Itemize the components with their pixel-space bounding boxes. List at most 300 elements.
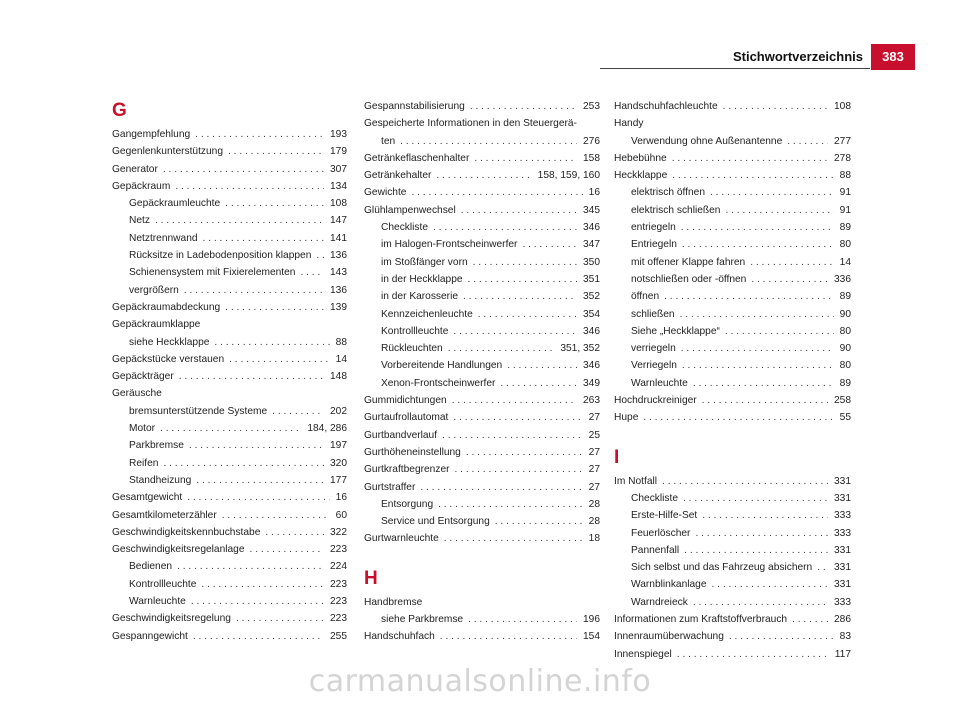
entry-page: 333 — [834, 596, 851, 608]
entry-page: 278 — [834, 152, 851, 164]
entry-page: 253 — [583, 101, 600, 112]
entry-page: 28 — [588, 498, 600, 510]
dot-leader — [225, 299, 324, 316]
entry-page: 336 — [834, 273, 851, 285]
entry-term: Getränkeflaschenhalter — [364, 152, 470, 164]
entry-page: 154 — [583, 631, 600, 643]
dot-leader — [214, 334, 329, 351]
dot-leader — [725, 323, 834, 340]
entry-page: 223 — [330, 578, 347, 590]
dot-leader — [729, 628, 834, 645]
index-entry — [364, 323, 600, 340]
dot-leader — [672, 150, 828, 167]
entry-term: Innenspiegel — [614, 648, 672, 660]
entry-page: 333 — [834, 527, 851, 539]
entry-page: 90 — [839, 343, 851, 355]
dot-leader — [702, 392, 828, 409]
dot-leader — [751, 271, 828, 288]
index-entry — [112, 437, 347, 454]
index-entry — [614, 576, 851, 593]
entry-page: 179 — [330, 146, 347, 158]
entry-page: 331 — [834, 544, 851, 556]
entry-term: ten — [381, 135, 396, 147]
index-entry — [112, 334, 347, 351]
index-entry — [112, 264, 347, 281]
index-entry — [112, 524, 347, 541]
entry-term: Parkbremse — [129, 440, 184, 452]
section-letter: G — [112, 100, 127, 121]
entry-page: 196 — [583, 614, 600, 626]
watermark: carmanualsonline.info — [308, 664, 652, 699]
index-entry — [112, 628, 347, 645]
index-entry — [112, 178, 347, 195]
dot-leader — [693, 375, 834, 392]
index-entry — [614, 184, 851, 201]
index-entry — [614, 375, 851, 392]
entry-term: in der Heckklappe — [381, 273, 463, 285]
entry-term: Gepäckraumklappe — [112, 319, 201, 331]
index-entry — [112, 472, 347, 489]
entry-page: 83 — [839, 631, 851, 643]
index-entry — [112, 161, 347, 178]
index-entry — [112, 230, 347, 247]
entry-page: 25 — [588, 429, 600, 441]
entry-term: elektrisch öffnen — [631, 187, 705, 199]
dot-leader — [693, 594, 828, 611]
dot-leader — [468, 611, 577, 628]
entry-term: Checkliste — [631, 492, 678, 504]
dot-leader — [712, 576, 828, 593]
entry-term: Netz — [129, 215, 150, 227]
dot-leader — [473, 254, 577, 271]
dot-leader — [433, 219, 577, 236]
entry-term: Geschwindigkeitskennbuchstabe — [112, 526, 261, 538]
entry-term: Sich selbst und das Fahrzeug absichern — [631, 562, 813, 574]
index-entry — [614, 507, 851, 524]
index-entry — [614, 167, 851, 184]
entry-page: 224 — [330, 561, 347, 573]
entry-page: 184, 286 — [307, 423, 347, 435]
entry-term: Warnleuchte — [129, 596, 186, 608]
dot-leader — [265, 524, 324, 541]
dot-leader — [684, 542, 828, 559]
entry-term: Handschuhfach — [364, 631, 435, 643]
dot-leader — [672, 167, 833, 184]
entry-term: Gesamtgewicht — [112, 492, 183, 504]
dot-leader — [466, 444, 583, 461]
entry-page: 80 — [839, 325, 851, 337]
entry-term: Kontrollleuchte — [381, 325, 449, 337]
index-entry — [112, 368, 347, 385]
dot-leader — [448, 340, 555, 357]
index-entry — [112, 385, 347, 402]
entry-page: 286 — [834, 614, 851, 626]
entry-term: Informationen zum Kraftstoffverbrauch — [614, 614, 788, 626]
dot-leader — [195, 126, 324, 143]
entry-page: 158, 159, 160 — [537, 170, 600, 182]
entry-page: 27 — [588, 481, 600, 493]
entry-page: 88 — [839, 170, 851, 182]
index-entry — [364, 594, 600, 611]
dot-leader — [300, 264, 324, 281]
entry-term: Standheizung — [129, 474, 192, 486]
entry-term: Gummidichtungen — [364, 395, 447, 407]
index-entry — [614, 542, 851, 559]
index-entry — [364, 357, 600, 374]
entry-page: 202 — [330, 405, 347, 417]
header-rule — [600, 68, 870, 69]
dot-leader — [468, 271, 577, 288]
entry-term: vergrößern — [129, 284, 179, 296]
entry-page: 346 — [583, 325, 600, 337]
entry-page: 331 — [834, 492, 851, 504]
dot-leader — [187, 489, 329, 506]
entry-page: 223 — [330, 544, 347, 556]
entry-page: 14 — [839, 256, 851, 268]
entry-page: 89 — [839, 222, 851, 234]
index-entry — [112, 507, 347, 524]
index-entry — [614, 219, 851, 236]
dot-leader — [201, 576, 324, 593]
index-entry — [614, 409, 851, 426]
entry-page: 14 — [335, 353, 347, 365]
index-entry — [364, 150, 600, 167]
entry-term: Geschwindigkeitsregelung — [112, 613, 231, 625]
index-entry — [364, 288, 600, 305]
index-entry — [112, 610, 347, 627]
index-entry — [112, 455, 347, 472]
entry-page: 117 — [834, 648, 851, 660]
entry-term: entriegeln — [631, 222, 676, 234]
entry-term: mit offener Klappe fahren — [631, 256, 746, 268]
entry-term: Hupe — [614, 412, 639, 424]
dot-leader — [436, 167, 531, 184]
index-entry — [364, 115, 600, 132]
index-entry — [364, 98, 600, 115]
entry-term: Geräusche — [112, 388, 162, 400]
entry-page: 91 — [839, 204, 851, 216]
entry-page: 108 — [330, 198, 347, 210]
dot-leader — [420, 479, 582, 496]
entry-page: 347 — [583, 239, 600, 251]
dot-leader — [474, 150, 577, 167]
entry-term: siehe Heckklappe — [129, 336, 210, 348]
dot-leader — [438, 496, 583, 513]
entry-page: 55 — [839, 412, 851, 424]
dot-leader — [522, 236, 577, 253]
entry-term: Warndreieck — [631, 596, 688, 608]
index-entry — [614, 559, 851, 576]
index-entry — [614, 306, 851, 323]
entry-term: Vorbereitende Handlungen — [381, 360, 503, 372]
dot-leader — [453, 409, 582, 426]
entry-term: Gurtbandverlauf — [364, 429, 438, 441]
index-entry — [364, 479, 600, 496]
index-entry — [112, 489, 347, 506]
dot-leader — [792, 611, 828, 628]
index-entry — [614, 254, 851, 271]
page-number: 383 — [871, 44, 915, 70]
index-entry — [614, 288, 851, 305]
entry-term: Pannenfall — [631, 544, 680, 556]
entry-term: Schienensystem mit Fixierelementen — [129, 267, 296, 279]
dot-leader — [695, 525, 828, 542]
index-entry — [614, 646, 851, 663]
entry-page: 352 — [583, 291, 600, 303]
index-entry — [614, 202, 851, 219]
entry-page: 223 — [330, 613, 347, 625]
entry-term: Gangempfehlung — [112, 129, 191, 140]
entry-term: Entriegeln — [631, 239, 677, 251]
dot-leader — [452, 392, 577, 409]
dot-leader — [193, 628, 324, 645]
index-entry — [112, 212, 347, 229]
index-entry — [364, 530, 600, 547]
index-entry — [112, 403, 347, 420]
entry-page: 158 — [583, 152, 600, 164]
index-entry — [364, 167, 600, 184]
entry-page: 331 — [834, 562, 851, 574]
index-entry — [614, 392, 851, 409]
entry-term: Gepäckraum — [112, 180, 171, 192]
dot-leader — [664, 288, 834, 305]
entry-term: Netztrennwand — [129, 232, 198, 244]
entry-page: 134 — [330, 180, 347, 192]
dot-leader — [682, 236, 834, 253]
dot-leader — [400, 133, 577, 150]
entry-term: im Halogen-Frontscheinwerfer — [381, 239, 518, 251]
dot-leader — [507, 357, 577, 374]
section-letter: I — [614, 446, 620, 468]
entry-page: 136 — [330, 250, 347, 262]
dot-leader — [250, 541, 324, 558]
entry-page: 320 — [330, 457, 347, 469]
entry-page: 345 — [583, 204, 600, 216]
index-entry — [364, 133, 600, 150]
entry-term: Rücksitze in Ladebodenposition klappen — [129, 250, 312, 262]
index-entry — [614, 150, 851, 167]
index-entry — [614, 323, 851, 340]
index-entry — [112, 247, 347, 264]
entry-term: Verwendung ohne Außenantenne — [631, 135, 783, 147]
entry-page: 141 — [330, 232, 347, 244]
dot-leader — [444, 530, 583, 547]
dot-leader — [702, 507, 828, 524]
index-entry — [364, 306, 600, 323]
dot-leader — [750, 254, 833, 271]
entry-page: 258 — [834, 395, 851, 407]
dot-leader — [196, 472, 324, 489]
index-entry — [112, 576, 347, 593]
dot-leader — [177, 558, 324, 575]
dot-leader — [681, 340, 834, 357]
entry-term: Feuerlöscher — [631, 527, 691, 539]
entry-term: notschließen oder -öffnen — [631, 273, 747, 285]
index-entry — [112, 558, 347, 575]
entry-page: 177 — [330, 474, 347, 486]
entry-term: Xenon-Frontscheinwerfer — [381, 377, 496, 389]
index-entry — [112, 420, 347, 437]
index-entry — [364, 392, 600, 409]
index-entry — [364, 202, 600, 219]
index-column-3 — [614, 98, 851, 663]
entry-term: Heckklappe — [614, 170, 668, 182]
entry-page: 148 — [330, 371, 347, 383]
dot-leader — [643, 409, 833, 426]
entry-term: Innenraumüberwachung — [614, 631, 724, 643]
index-entry — [614, 628, 851, 645]
dot-leader — [160, 420, 301, 437]
index-entry — [112, 299, 347, 316]
dot-leader — [710, 184, 834, 201]
entry-term: Gurtwarnleuchte — [364, 533, 439, 545]
index-entry — [614, 490, 851, 507]
entry-term: Kennzeichenleuchte — [381, 308, 473, 320]
entry-term: Service und Entsorgung — [381, 516, 490, 528]
entry-page: 89 — [839, 291, 851, 303]
dot-leader — [455, 461, 583, 478]
entry-page: 346 — [583, 222, 600, 234]
entry-term: Gespanngewicht — [112, 630, 188, 642]
entry-page: 193 — [330, 129, 347, 140]
entry-page: 80 — [839, 239, 851, 251]
entry-page: 139 — [330, 301, 347, 313]
entry-term: Gegenlenkunterstützung — [112, 146, 224, 158]
dot-leader — [179, 368, 324, 385]
dot-leader — [453, 323, 577, 340]
entry-term: Gepäckstücke verstauen — [112, 353, 225, 365]
index-entry — [364, 340, 600, 357]
dot-leader — [442, 427, 583, 444]
entry-page: 277 — [834, 135, 851, 147]
entry-term: öffnen — [631, 291, 660, 303]
entry-page: 16 — [335, 492, 347, 504]
entry-page: 276 — [583, 135, 600, 147]
dot-leader — [316, 247, 324, 264]
index-entry — [364, 236, 600, 253]
entry-term: Verriegeln — [631, 360, 677, 372]
dot-leader — [723, 98, 828, 115]
entry-term: Gepäckraumleuchte — [129, 198, 221, 210]
entry-page: 27 — [588, 446, 600, 458]
index-entry — [112, 351, 347, 368]
entry-term: in der Karosserie — [381, 291, 459, 303]
entry-page: 27 — [588, 412, 600, 424]
entry-term: Im Notfall — [614, 475, 658, 487]
entry-term: Generator — [112, 163, 158, 175]
dot-leader — [495, 513, 583, 530]
entry-page: 89 — [839, 377, 851, 389]
entry-term: Kontrollleuchte — [129, 578, 197, 590]
entry-page: 197 — [330, 440, 347, 452]
entry-term: Rückleuchten — [381, 343, 443, 355]
index-entry — [364, 271, 600, 288]
entry-page: 354 — [583, 308, 600, 320]
dot-leader — [463, 288, 577, 305]
entry-term: Handy — [614, 118, 644, 130]
dot-leader — [236, 610, 324, 627]
entry-page: 331 — [834, 475, 851, 487]
entry-term: Getränkehalter — [364, 170, 432, 182]
index-entry — [112, 195, 347, 212]
entry-term: Hebebühne — [614, 152, 667, 164]
dot-leader — [677, 646, 829, 663]
dot-leader — [411, 184, 582, 201]
index-entry — [112, 541, 347, 558]
entry-page: 333 — [834, 510, 851, 522]
dot-leader — [680, 306, 834, 323]
index-entry — [364, 375, 600, 392]
dot-leader — [203, 230, 324, 247]
entry-term: Gespannstabilisierung — [364, 101, 465, 112]
index-entry — [614, 115, 851, 132]
dot-leader — [440, 628, 577, 645]
entry-page: 147 — [330, 215, 347, 227]
entry-term: Gespeicherte Informationen in den Steuergerä- — [364, 118, 577, 130]
dot-leader — [817, 559, 828, 576]
entry-page: 307 — [330, 163, 347, 175]
dot-leader — [222, 507, 330, 524]
dot-leader — [155, 212, 324, 229]
index-entry — [364, 461, 600, 478]
index-entry — [364, 628, 600, 645]
entry-page: 322 — [330, 526, 347, 538]
index-entry — [614, 236, 851, 253]
index-entry — [364, 184, 600, 201]
entry-term: Checkliste — [381, 222, 428, 234]
index-entry — [364, 513, 600, 530]
entry-term: Gepäckraumabdeckung — [112, 301, 221, 313]
entry-term: Reifen — [129, 457, 159, 469]
index-column-1 — [112, 98, 347, 645]
entry-page: 255 — [330, 630, 347, 642]
dot-leader — [787, 133, 828, 150]
entry-page: 143 — [330, 267, 347, 279]
entry-term: Gurtaufrollautomat — [364, 412, 449, 424]
entry-term: Bedienen — [129, 561, 173, 573]
entry-term: Gepäckträger — [112, 371, 174, 383]
index-entry — [364, 219, 600, 236]
entry-page: 108 — [834, 101, 851, 112]
index-column-2 — [364, 98, 600, 646]
dot-leader — [175, 178, 324, 195]
index-entry — [614, 473, 851, 490]
dot-leader — [682, 357, 834, 374]
index-entry — [364, 409, 600, 426]
entry-term: Gurtstraffer — [364, 481, 416, 493]
entry-term: Gesamtkilometerzähler — [112, 509, 217, 521]
entry-term: Warnblinkanlage — [631, 579, 707, 591]
index-entry — [614, 525, 851, 542]
index-entry — [112, 593, 347, 610]
entry-page: 136 — [330, 284, 347, 296]
entry-term: Entsorgung — [381, 498, 434, 510]
dot-leader — [470, 98, 577, 115]
entry-page: 223 — [330, 596, 347, 608]
dot-leader — [189, 437, 324, 454]
entry-term: verriegeln — [631, 343, 676, 355]
dot-leader — [662, 473, 828, 490]
index-entry — [614, 271, 851, 288]
index-entry — [364, 496, 600, 513]
dot-leader — [681, 219, 834, 236]
dot-leader — [228, 143, 324, 160]
dot-leader — [225, 195, 324, 212]
index-entry — [112, 126, 347, 143]
entry-page: 88 — [335, 336, 347, 348]
index-entry — [614, 340, 851, 357]
index-entry — [364, 611, 600, 628]
